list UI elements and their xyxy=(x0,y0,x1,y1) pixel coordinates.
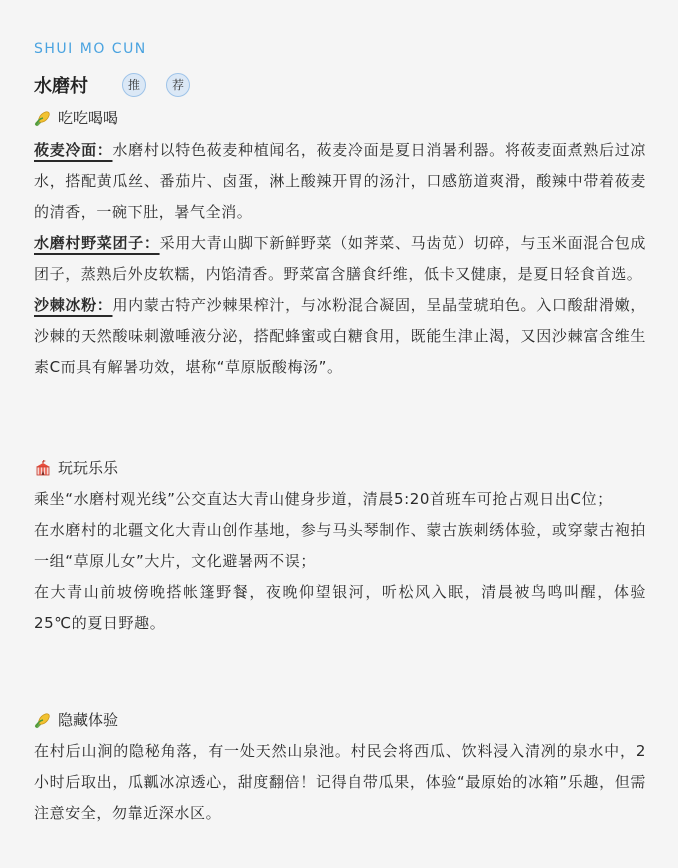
corn-icon xyxy=(34,711,52,729)
food-term: 水磨村野菜团子： xyxy=(34,234,160,252)
food-item-tuanzi xyxy=(34,228,646,290)
section-play-heading xyxy=(34,457,118,478)
title-row xyxy=(34,70,190,100)
english-title: SHUI MO CUN xyxy=(34,41,147,57)
badge-tui: 推 xyxy=(122,73,146,97)
section-play-title: 玩玩乐乐 xyxy=(58,459,119,477)
food-item-shaji xyxy=(34,290,646,383)
section-play-body xyxy=(34,484,646,639)
section-hidden-heading xyxy=(34,709,118,730)
section-hidden-title: 隐藏体验 xyxy=(58,711,119,729)
badge-jian: 荐 xyxy=(166,73,190,97)
food-item-youmai xyxy=(34,135,646,228)
food-term: 莜麦冷面： xyxy=(34,141,113,159)
food-desc: 水磨村以特色莜麦种植闻名，莜麦冷面是夏日消暑利器。将莜麦面煮熟后过凉水，搭配黄瓜丝、番茄片、卤蛋，淋上酸辣开胃的汤汁，口感筋道爽滑，酸辣中带着莜麦的清香，一碗下肚，暑气全消。 xyxy=(34,141,646,221)
recommend-badges xyxy=(122,73,190,97)
corn-icon xyxy=(34,109,52,127)
food-desc: 采用大青山脚下新鲜野菜（如荠菜、马齿苋）切碎，与玉米面混合包成团子，蒸熟后外皮软糯，内馅清香。野菜富含膳食纤维，低卡又健康，是夏日轻食首选。 xyxy=(34,234,646,283)
section-hidden-body xyxy=(34,736,646,829)
hidden-paragraph: 在村后山涧的隐秘角落，有一处天然山泉池。村民会将西瓜、饮料浸入清冽的泉水中，2小时后取出，瓜瓤冰凉透心，甜度翻倍！记得自带瓜果，体验“最原始的冰箱”乐趣，但需注意安全，勿靠近深水区。 xyxy=(34,742,646,822)
play-paragraph: 在大青山前坡傍晚搭帐篷野餐，夜晚仰望银河，听松风入眠，清晨被鸟鸣叫醒，体验25℃的夏日野趣。 xyxy=(34,583,646,632)
play-paragraph: 乘坐“水磨村观光线”公交直达大青山健身步道，清晨5:20首班车可抢占观日出C位； xyxy=(34,490,613,508)
food-desc: 用内蒙古特产沙棘果榨汁，与冰粉混合凝固，呈晶莹琥珀色。入口酸甜滑嫩，沙棘的天然酸味刺激唾液分泌，搭配蜂蜜或白糖食用，既能生津止渴，又因沙棘富含维生素C而具有解暑功效，堪称“草原版酸梅汤”。 xyxy=(34,296,646,376)
food-term: 沙棘冰粉： xyxy=(34,296,113,314)
circus-tent-icon xyxy=(34,459,52,477)
section-eat-body xyxy=(34,135,646,383)
section-eat-heading xyxy=(34,107,118,128)
section-eat-title: 吃吃喝喝 xyxy=(58,109,119,127)
play-paragraph: 在水磨村的北疆文化大青山创作基地，参与马头琴制作、蒙古族刺绣体验，或穿蒙古袍拍一组“草原儿女”大片，文化避暑两不误； xyxy=(34,521,646,570)
page-title: 水磨村 xyxy=(34,76,88,97)
